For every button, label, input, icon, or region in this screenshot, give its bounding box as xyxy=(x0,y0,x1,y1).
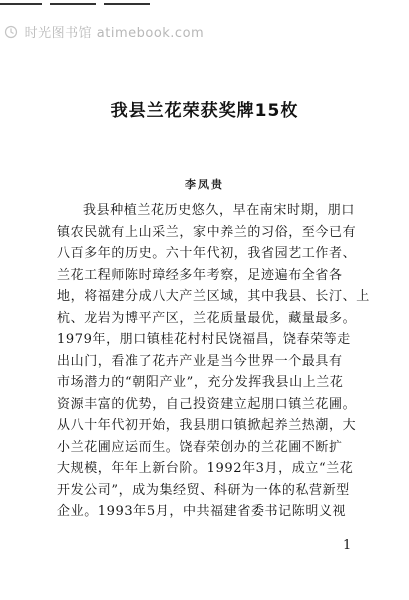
site-watermark xyxy=(4,22,204,41)
body-line: 从八十年代初开始，我县朋口镇掀起养兰热潮，大 xyxy=(57,418,357,433)
body-line: 出山门，看准了花卉产业是当今世界一个最具有 xyxy=(57,353,343,369)
watermark-logo-icon xyxy=(4,25,18,39)
body-line: 大规模，年年上新台阶。1992年3月，成立“兰花 xyxy=(57,461,354,476)
body-line: 资源丰富的优势，自己投资建立起朋口镇兰花圃。 xyxy=(57,396,357,412)
body-line: 兰花工程师陈时璋经多年考察，足迹遍布全省各 xyxy=(57,267,343,283)
body-line: 八百多年的历史。六十年代初，我省园艺工作者、 xyxy=(57,246,357,261)
top-rule-segment xyxy=(50,3,96,5)
article-body xyxy=(57,200,370,523)
top-rule-segment xyxy=(104,3,150,5)
body-line: 地，将福建分成八大产兰区域，其中我县、长汀、上 xyxy=(57,289,370,304)
article-title: 我县兰花荣获奖牌15枚 xyxy=(110,101,299,121)
page-number: 1 xyxy=(343,538,352,553)
body-line: 小兰花圃应运而生。饶春荣创办的兰花圃不断扩 xyxy=(57,439,343,455)
top-rule-lines xyxy=(0,0,409,6)
body-line: 市场潜力的“朝阳产业”，充分发挥我县山上兰花 xyxy=(57,375,344,390)
body-line: 企业。1993年5月，中共福建省委书记陈明义视 xyxy=(57,504,347,519)
body-line: 杭、龙岩为博平产区，兰花质量最优，藏量最多。 xyxy=(57,310,357,326)
body-line: 1979年，朋口镇桂花村村民饶福昌，饶春荣等走 xyxy=(57,332,351,347)
top-rule-segment xyxy=(0,3,42,5)
body-line: 镇农民就有上山采兰，家中养兰的习俗，至今已有 xyxy=(57,224,357,240)
article-author: 李凤贵 xyxy=(185,178,224,191)
body-line: 我县种植兰花历史悠久，早在南宋时期，朋口 xyxy=(83,203,356,218)
watermark-text: 时光图书馆 atimebook.com xyxy=(24,26,205,41)
body-line: 开发公司”，成为集经贸、科研为一体的私营新型 xyxy=(57,482,350,498)
